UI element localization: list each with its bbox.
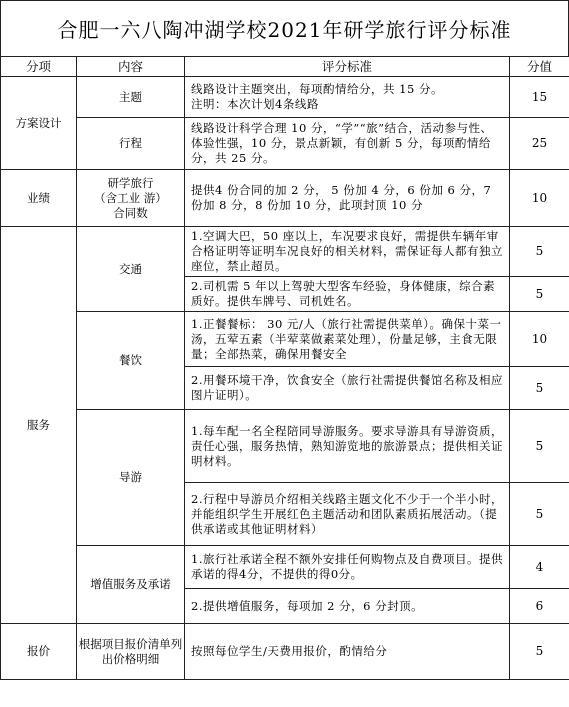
section-name: 服务	[1, 227, 77, 624]
table-row	[1, 227, 569, 277]
score-cell: 5	[510, 483, 569, 546]
score-cell: 6	[510, 589, 569, 624]
standard-cell: 2.提供增值服务，每项加 2 分，6 分封顶。	[185, 589, 510, 624]
table-row	[1, 410, 569, 483]
score-cell: 5	[510, 410, 569, 483]
standard-cell: 线路设计科学合理 10 分，“学”“旅”结合，活动参与性、体验性强，10 分，景点新颖，有创新 5 分，每项酌情给分，共 25 分。	[185, 118, 510, 170]
standard-cell: 2.用餐环境干净，饮食安全（旅行社需提供餐馆名称及相应图片证明）。	[185, 367, 510, 410]
score-cell: 5	[510, 624, 569, 680]
standard-cell: 1.正餐餐标： 30 元/人（旅行社需提供菜单）。确保十菜一汤，五荤五素（半荤菜做素菜处理），份量足够，主食无限量；全部热菜，确保用餐安全	[185, 312, 510, 367]
standard-cell: 1.空调大巴，50 座以上，车况要求良好，需提供车辆年审合格证明等证明车况良好的相关材料，需保证每人都有独立座位，禁止超员。	[185, 227, 510, 277]
standard-cell: 2.司机需 5 年以上驾驶大型客车经验，身体健康，综合素质好。提供车牌号、司机姓名。	[185, 277, 510, 312]
section-name: 报价	[1, 624, 77, 680]
score-cell: 5	[510, 367, 569, 410]
score-cell: 10	[510, 312, 569, 367]
section-name: 方案设计	[1, 77, 77, 170]
scoring-table	[0, 56, 569, 680]
score-cell: 5	[510, 227, 569, 277]
content-cell: 交通	[77, 227, 185, 312]
content-cell: 根据项目报价清单列出价格明细	[77, 624, 185, 680]
table-row	[1, 118, 569, 170]
standard-cell: 线路设计主题突出，每项酌情给分，共 15 分。 注明：本次计划4条线路	[185, 77, 510, 118]
score-cell: 4	[510, 546, 569, 589]
score-cell: 25	[510, 118, 569, 170]
score-cell: 15	[510, 77, 569, 118]
table-row	[1, 624, 569, 680]
standard-cell: 提供4 份合同的加 2 分， 5 份加 4 分，6 份加 6 分，7 份加 8 分，8 份加 10 分，此项封顶 10 分	[185, 170, 510, 227]
header-score: 分值	[510, 57, 569, 77]
header-standard: 评分标准	[185, 57, 510, 77]
standard-cell: 2.行程中导游员介绍相关线路主题文化不少于一个半小时，并能组织学生开展红色主题活动和团队素质拓展活动。（提供承诺或其他证明材料）	[185, 483, 510, 546]
standard-cell: 按照每位学生/天费用报价，酌情给分	[185, 624, 510, 680]
content-cell: 导游	[77, 410, 185, 546]
content-cell: 研学旅行 （含工业 游） 合同数	[77, 170, 185, 227]
table-row	[1, 77, 569, 118]
section-name: 业绩	[1, 170, 77, 227]
score-cell: 10	[510, 170, 569, 227]
content-cell: 主题	[77, 77, 185, 118]
content-cell: 餐饮	[77, 312, 185, 410]
table-row	[1, 170, 569, 227]
content-cell: 增值服务及承诺	[77, 546, 185, 624]
content-cell: 行程	[77, 118, 185, 170]
header-content: 内容	[77, 57, 185, 77]
table-row	[1, 546, 569, 589]
header-row	[1, 57, 569, 77]
score-cell: 5	[510, 277, 569, 312]
page-title: 合肥一六八陶冲湖学校2021年研学旅行评分标准	[0, 0, 569, 56]
header-item: 分项	[1, 57, 77, 77]
standard-cell: 1.旅行社承诺全程不额外安排任何购物点及自费项目。提供承诺的得4分，不提供的得0分。	[185, 546, 510, 589]
table-row	[1, 312, 569, 367]
standard-cell: 1.每车配一名全程陪同导游服务。要求导游具有导游资质，责任心强，服务热情，熟知游览地的旅游景点；提供相关证明材料。	[185, 410, 510, 483]
